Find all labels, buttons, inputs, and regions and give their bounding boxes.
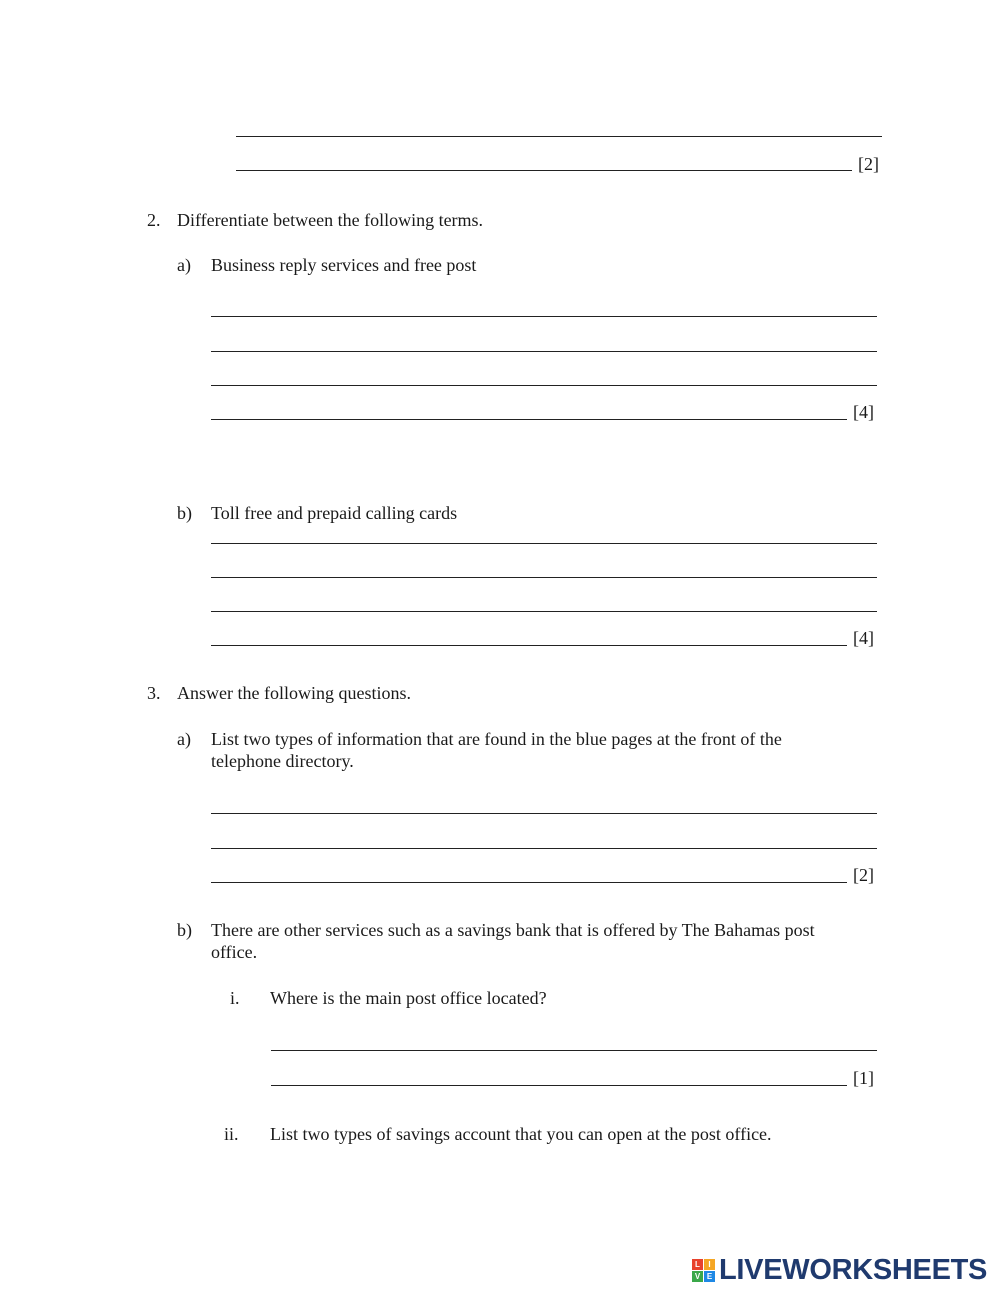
roman-label: ii. [224,1124,239,1144]
marks-label: [2] [853,865,874,885]
question-prompt: Differentiate between the following terms. [177,210,484,230]
subquestion-text-continued: office. [211,942,258,962]
answer-line[interactable] [211,543,877,544]
answer-line[interactable] [211,848,877,849]
roman-label: i. [230,988,240,1008]
answer-line[interactable] [211,316,877,317]
marks-label: [2] [858,154,879,174]
answer-line[interactable] [236,170,852,171]
answer-line[interactable] [211,577,877,578]
answer-line[interactable] [211,351,877,352]
subquestion-text: Business reply services and free post [211,255,477,275]
subquestion-text: List two types of information that are found in the blue pages at the front of the [211,729,782,749]
answer-line[interactable] [211,611,877,612]
marks-label: [4] [853,402,874,422]
subquestion-label: a) [177,255,191,275]
answer-line[interactable] [211,813,877,814]
subquestion-label: a) [177,729,191,749]
logo-mark-icon: L I V E [692,1259,715,1282]
subquestion-text: Toll free and prepaid calling cards [211,503,458,523]
logo-text: LIVEWORKSHEETS [719,1253,988,1286]
subquestion-label: b) [177,503,192,523]
subquestion-text-continued: telephone directory. [211,751,354,771]
marks-label: [4] [853,628,874,648]
liveworksheets-logo [692,1254,987,1286]
subquestion-label: b) [177,920,192,940]
question-number: 2. [147,210,161,230]
answer-line[interactable] [271,1085,847,1086]
question-prompt: Answer the following questions. [177,683,411,703]
answer-line[interactable] [211,419,847,420]
answer-line[interactable] [271,1050,877,1051]
marks-label: [1] [853,1068,874,1088]
question-number: 3. [147,683,161,703]
answer-line[interactable] [211,882,847,883]
answer-line[interactable] [236,136,882,137]
roman-text: Where is the main post office located? [270,988,547,1008]
answer-line[interactable] [211,385,877,386]
roman-text: List two types of savings account that you can open at the post office. [270,1124,772,1144]
answer-line[interactable] [211,645,847,646]
subquestion-text: There are other services such as a savings bank that is offered by The Bahamas post [211,920,815,940]
